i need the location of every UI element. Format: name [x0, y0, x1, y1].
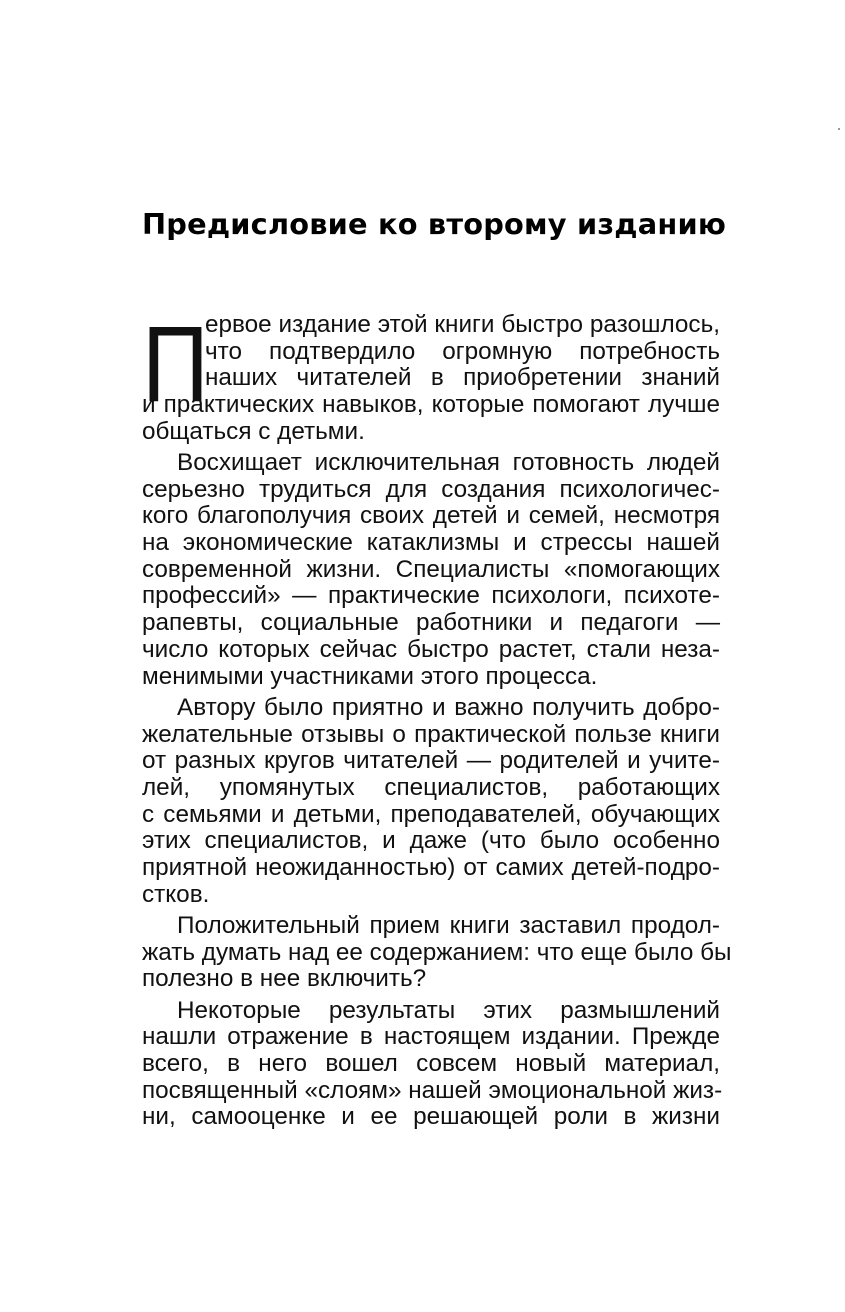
text-line: стков. — [142, 880, 210, 908]
body-text — [142, 303, 732, 1131]
text-line: приятной неожиданностью) от самих детей-подро- — [142, 853, 720, 881]
text-line: профессий» — практические психологи, психоте- — [142, 582, 720, 610]
text-line: ервое издание этой книги быстро разошлось, — [205, 311, 720, 338]
text-line: этих специалистов, и даже (что было особенно — [142, 827, 720, 855]
text-line: рапевты, социальные работники и педагоги — — [142, 609, 720, 637]
text-line: и практических навыков, которые помогают лучше — [142, 391, 720, 419]
margin-mark — [838, 128, 840, 130]
text-line: число которых сейчас быстро растет, стали неза- — [142, 635, 720, 663]
text-line: всего, в него вошел совсем новый материал, — [142, 1049, 720, 1077]
paragraph-1 — [142, 303, 720, 445]
text-line: лей, упомянутых специалистов, работающих — [142, 773, 720, 801]
text-line: на экономические катаклизмы и стрессы нашей — [142, 529, 720, 557]
text-line: общаться с детьми. — [142, 417, 365, 445]
text-line: от разных кругов читателей — родителей и учите- — [142, 747, 720, 775]
text-line: менимыми участниками этого процесса. — [142, 662, 598, 690]
text-line: Восхищает исключительная готовность людей — [177, 449, 720, 477]
text-line: что подтвердило огромную потребность — [205, 337, 720, 365]
text-line: Положительный прием книги заставил продол- — [177, 911, 720, 939]
paragraph-5 — [142, 996, 723, 1131]
text-line: посвященный «слоям» нашей эмоциональной жиз- — [142, 1076, 723, 1104]
text-line: современной жизни. Специалисты «помогающих — [142, 555, 720, 583]
text-line: Некоторые результаты этих размышлений — [177, 996, 720, 1024]
paragraph-3 — [142, 695, 720, 909]
text-line: полезно в нее включить? — [142, 965, 427, 993]
chapter-heading: Предисловие ко второму изданию — [142, 207, 727, 241]
drop-cap: П — [142, 303, 209, 424]
paragraph-4 — [142, 911, 732, 993]
paragraph-2 — [142, 450, 720, 690]
text-line: с семьями и детьми, преподавателей, обучающих — [142, 800, 720, 828]
text-line: нашли отражение в настоящем издании. Прежде — [142, 1023, 720, 1051]
text-line: серьезно трудиться для создания психологичес- — [142, 475, 720, 503]
text-line: желательные отзывы о практической пользе книги — [142, 720, 720, 748]
text-line: кого благополучия своих детей и семей, несмотря — [142, 502, 720, 530]
text-line: ни, самооценке и ее решающей роли в жизни — [142, 1103, 720, 1131]
text-line: Автору было приятно и важно получить добро- — [177, 693, 720, 721]
text-line: жать думать над ее содержанием: что еще было бы — [142, 938, 732, 966]
text-line: наших читателей в приобретении знаний — [205, 364, 720, 392]
